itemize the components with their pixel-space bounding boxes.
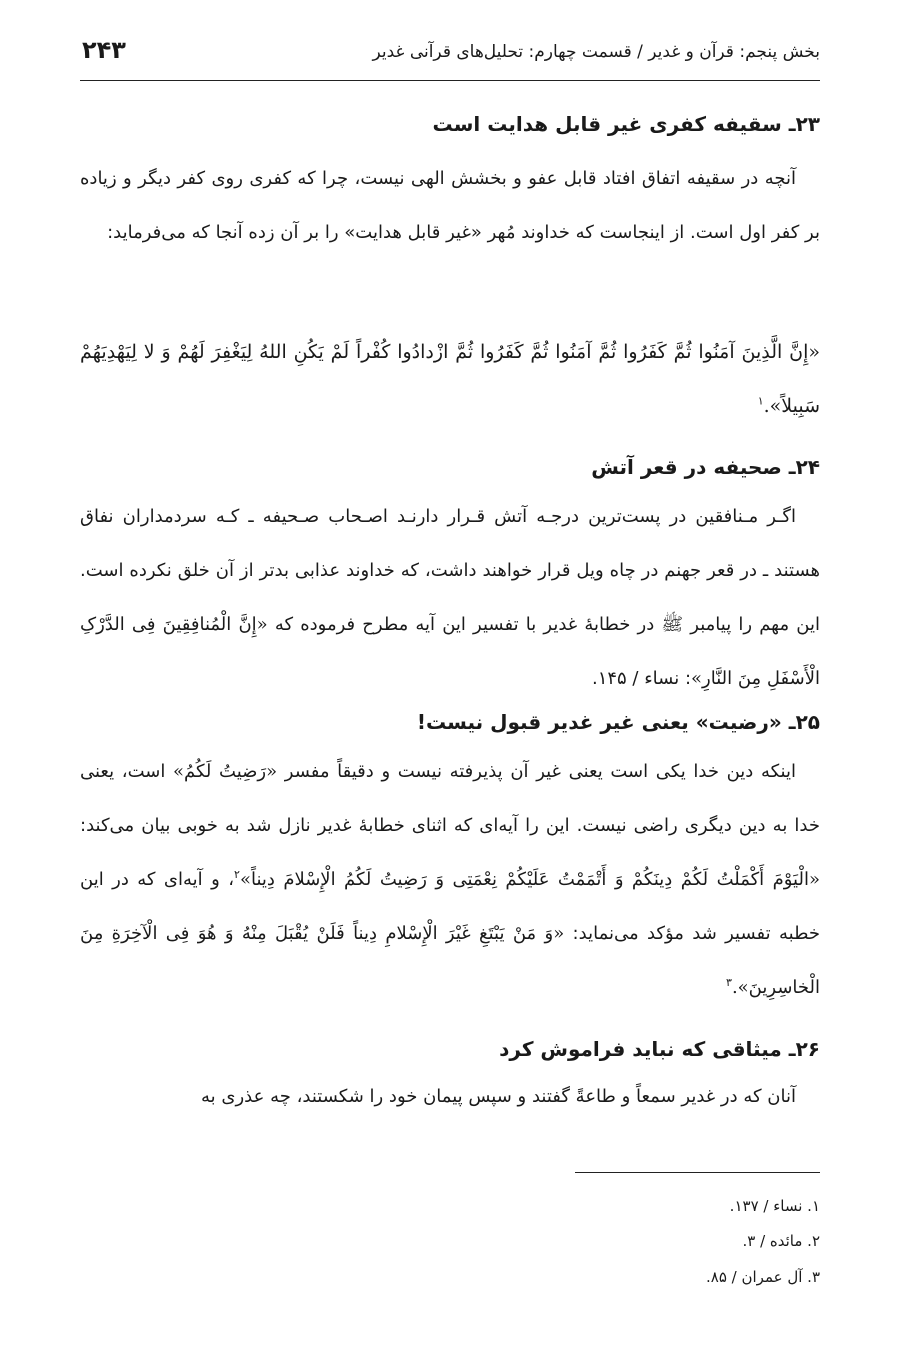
- quran-quote: «الْیَوْمَ أَکْمَلْتُ لَکُمْ دِینَکُمْ وَ أَتْمَمْتُ عَلَیْکُمْ نِعْمَتِی وَ رَضِیتُ لَکُمُ الْإِسْلامَ دِیناً»: [239, 869, 820, 890]
- footnote-ref-1: ۱: [757, 394, 764, 408]
- footnote-divider: [575, 1172, 820, 1173]
- paragraph-text: اگـر مـنافقین در پست‌ترین درجـه آتش قـرار دارنـد اصـحاب صـحیفه ـ کـه سردمداران نفاق هستند ـ در قعر جهنم در چاه ویل قرار خواهند داشت، که خداوند عذابی بدتر از آن خلق نکرده است. این مهم را پیامبر ﷺ در خطابهٔ غدیر با تفسیر این آیه مطرح فرموده که: [80, 506, 820, 635]
- section-24-paragraph: [80, 490, 820, 706]
- quran-quote: «وَ مَنْ یَبْتَغِ غَیْرَ الْإِسْلامِ دِیناً فَلَنْ یُقْبَلَ مِنْهُ وَ هُوَ فِی الْآخِرَةِ مِنَ الْخاسِرِینَ».: [80, 923, 820, 998]
- page-number: ۲۴۳: [82, 36, 126, 64]
- paragraph-text: : نساء / ۱۴۵.: [591, 668, 692, 689]
- footnote-3: ۳. آل عمران / ۸۵.: [705, 1268, 820, 1286]
- quran-quote: «رَضِیتُ لَکُمُ»: [172, 761, 278, 782]
- section-heading-24: ۲۴ـ صحیفه در قعر آتش: [591, 455, 820, 479]
- footnote-ref-2: ۲: [234, 868, 240, 881]
- footnote-2: ۲. مائده / ۳.: [742, 1232, 820, 1250]
- paragraph-text: است، یعنی خدا به دین دیگری راضی نیست. این را آیه‌ای که اثنای خطابهٔ غدیر نازل شد به خوبی بیان می‌کند:: [80, 761, 820, 836]
- footnote-ref-3: ۳: [726, 976, 732, 989]
- section-heading-23: ۲۳ـ سقیفه کفری غیر قابل هدایت است: [432, 112, 820, 136]
- running-title: بخش پنجم: قرآن و غدیر / قسمت چهارم: تحلیل‌های قرآنی غدیر: [372, 42, 820, 62]
- quran-verse-text: «إِنَّ الَّذِینَ آمَنُوا ثُمَّ کَفَرُوا ثُمَّ آمَنُوا ثُمَّ کَفَرُوا ثُمَّ ازْدادُوا کُفْراً لَمْ یَکُنِ اللهُ لِیَغْفِرَ لَهُمْ وَ لا لِیَهْدِیَهُمْ سَبِیلاً».: [80, 341, 820, 417]
- paragraph-text: ، و آیه‌ای که در این خطبه تفسیر شد مؤکد می‌نماید:: [80, 869, 820, 944]
- section-heading-25: ۲۵ـ «رضیت» یعنی غیر غدیر قبول نیست!: [416, 710, 820, 734]
- section-25-paragraph: [80, 745, 820, 1015]
- section-23-paragraph: آنچه در سقیفه اتفاق افتاد قابل عفو و بخشش الهی نیست، چرا که کفری روی کفر دیگر و زیاده بر کفر اول است. از اینجاست که خداوند مُهر «غیر قابل هدایت» را بر آن زده آنجا که می‌فرماید:: [80, 168, 820, 243]
- footnote-1: ۱. نساء / ۱۳۷.: [729, 1197, 820, 1215]
- section-23-quran-verse: [80, 325, 820, 433]
- page-header: [80, 30, 820, 81]
- quran-quote: «إِنَّ الْمُنافِقِینَ فِی الدَّرْکِ الْأَسْفَلِ مِنَ النَّارِ»: [80, 614, 820, 689]
- paragraph-text: اینکه دین خدا یکی است یعنی غیر آن پذیرفته نیست و دقیقاً مفسر: [277, 761, 796, 782]
- section-heading-26: ۲۶ـ میثاقی که نباید فراموش کرد: [499, 1037, 820, 1061]
- section-26-paragraph: آنان که در غدیر سمعاً و طاعةً گفتند و سپس پیمان خود را شکستند، چه عذری به: [201, 1086, 796, 1107]
